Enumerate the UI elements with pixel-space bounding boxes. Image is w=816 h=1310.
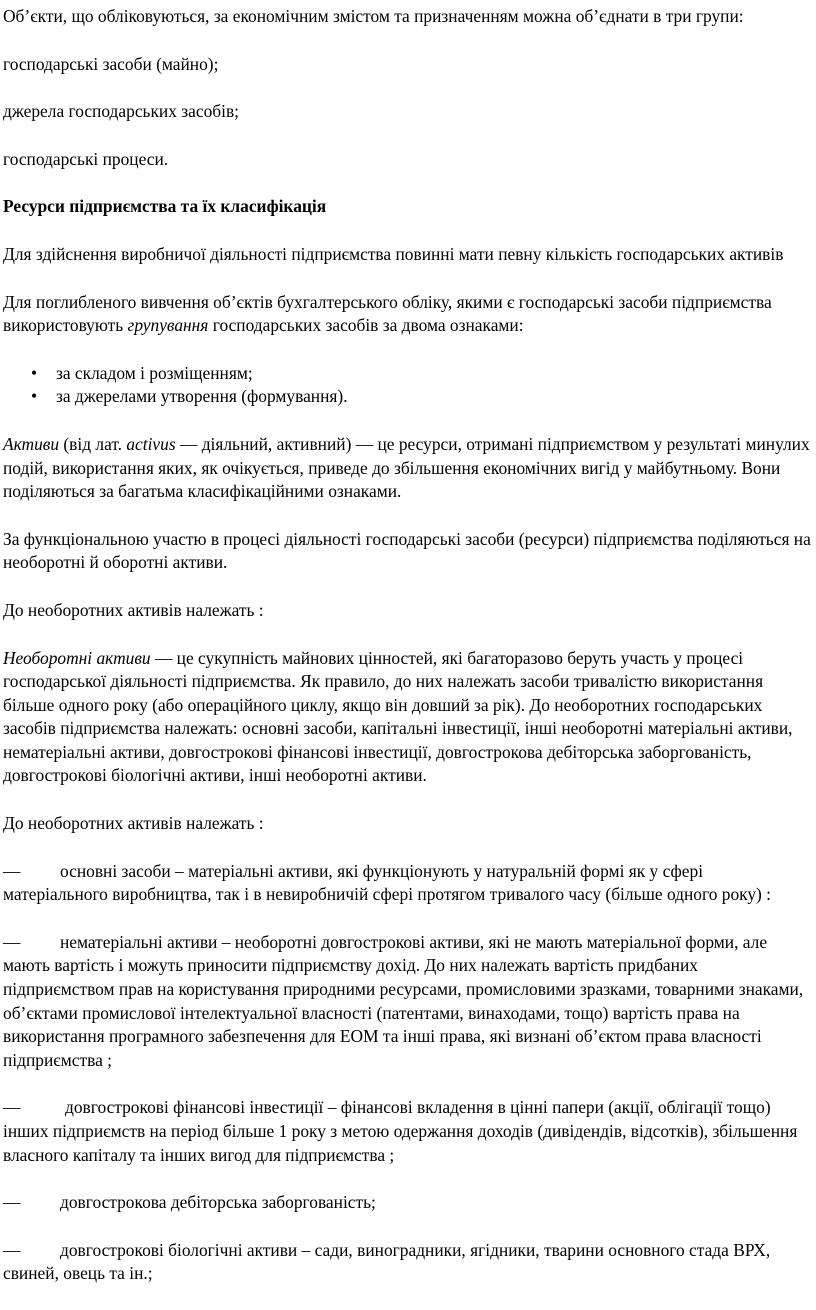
paragraph-noncurrent-intro: До необоротних активів належать :: [3, 599, 264, 620]
italic-term-grouping: групування: [127, 315, 209, 336]
dash-marker: —: [3, 931, 21, 952]
dash-item-financial-investments: [3, 1096, 812, 1167]
text-span: господарських засобів за двома ознаками:: [208, 315, 524, 336]
bullet-list: [3, 362, 812, 409]
italic-term-assets: Активи: [3, 433, 60, 454]
text-span: Для поглибленого вивчення об’єктів бухгалтерського обліку, якими є господарські засоби підприємства використовують: [3, 291, 772, 336]
dash-marker: —: [3, 1097, 21, 1118]
dash-item-text: довгострокові біологічні активи – сади, виноградники, ягідники, тварини основного стада ВРХ, свиней, овець та ін.;: [3, 1239, 771, 1284]
list-item: [3, 362, 812, 386]
paragraph-grouping: [3, 291, 812, 338]
bullet-icon: •: [31, 386, 38, 407]
list-item-text: за складом і розміщенням;: [56, 362, 253, 383]
group-item-sources: джерела господарських засобів;: [3, 101, 239, 122]
dash-item-text: нематеріальні активи – необоротні довгострокові активи, які не мають матеріальної форми, але мають вартість і можуть приносити підприємству дохід. До них належать вартість придбаних підприємством прав на користування природними ресурсами, промисловими зразками, товарними знаками, об’єктами промислової інтелектуальної власності (патентами, винаходами, тощо) вартість права на використання програмного забезпечення для ЕОМ та інші права, які визнані об’єктом права власності підприємства ;: [3, 931, 804, 1070]
paragraph-activity: Для здійснення виробничої діяльності підприємства повинні мати певну кількість господарських активів: [3, 243, 784, 264]
italic-term-noncurrent-assets: Необоротні активи: [3, 647, 151, 668]
text-span: (від лат.: [59, 433, 127, 454]
dash-marker: —: [3, 860, 21, 881]
dash-item-receivables: [3, 1191, 812, 1215]
list-item-text: за джерелами утворення (формування).: [56, 386, 348, 407]
dash-marker: —: [3, 1239, 21, 1260]
dash-item-biological-assets: [3, 1239, 812, 1286]
list-item: [3, 385, 812, 409]
paragraph-functional-classification: За функціональною участю в процесі діяльності господарські засоби (ресурси) підприємства поділяються на необоротні й оборотні активи.: [3, 528, 811, 573]
text-span: — діяльний, активний) — це ресурси, отримані підприємством у результаті минулих подій, використання яких, як очікується, приведе до збільшення економічних вигід у майбутньому. Вони поділяються за багатьма класифікаційними ознаками.: [3, 433, 810, 502]
dash-item-intangible-assets: [3, 931, 812, 1073]
dash-marker: —: [3, 1192, 21, 1213]
bullet-icon: •: [31, 362, 38, 383]
dash-item-text: основні засоби – матеріальні активи, які функціонують у натуральній формі як у сфері матеріального виробництва, так і в невиробничій сфері протягом тривалого часу (більше одного року) :: [3, 860, 772, 905]
paragraph-noncurrent-definition: [3, 647, 812, 789]
paragraph-noncurrent-intro-2: До необоротних активів належать :: [3, 813, 264, 834]
group-item-processes: господарські процеси.: [3, 148, 169, 169]
intro-paragraph: Об’єкти, що обліковуються, за економічним змістом та призначенням можна об’єднати в три групи:: [3, 6, 744, 26]
section-heading: Ресурси підприємства та їх класифікація: [3, 196, 327, 217]
dash-item-text: довгострокова дебіторська заборгованість;: [60, 1192, 376, 1213]
paragraph-assets-definition: [3, 433, 812, 504]
dash-item-text: довгострокові фінансові інвестиції – фінансові вкладення в цінні папери (акції, облігації тощо) інших підприємств на період більше 1 року з метою одержання доходів (дивідендів, відсотків), збільшення власного капіталу та інших вигод для підприємства ;: [3, 1097, 798, 1165]
text-span: — це сукупність майнових цінностей, які багаторазово беруть участь у процесі господарської діяльності підприємства. Як правило, до них належать засоби тривалістю використання більше одного року (або операційного циклу, якщо він довший за рік). До необоротних господарських засобів підприємства належать: основні засоби, капітальні інвестиції, інші необоротні матеріальні активи, нематеріальні активи, довгострокові фінансові інвестиції, довгострокова дебіторська заборгованість, довгострокові біологічні активи, інші необоротні активи.: [3, 647, 793, 786]
dash-item-fixed-assets: [3, 860, 812, 907]
italic-latin-term: activus: [126, 433, 176, 454]
group-item-assets: господарські засоби (майно);: [3, 53, 219, 74]
